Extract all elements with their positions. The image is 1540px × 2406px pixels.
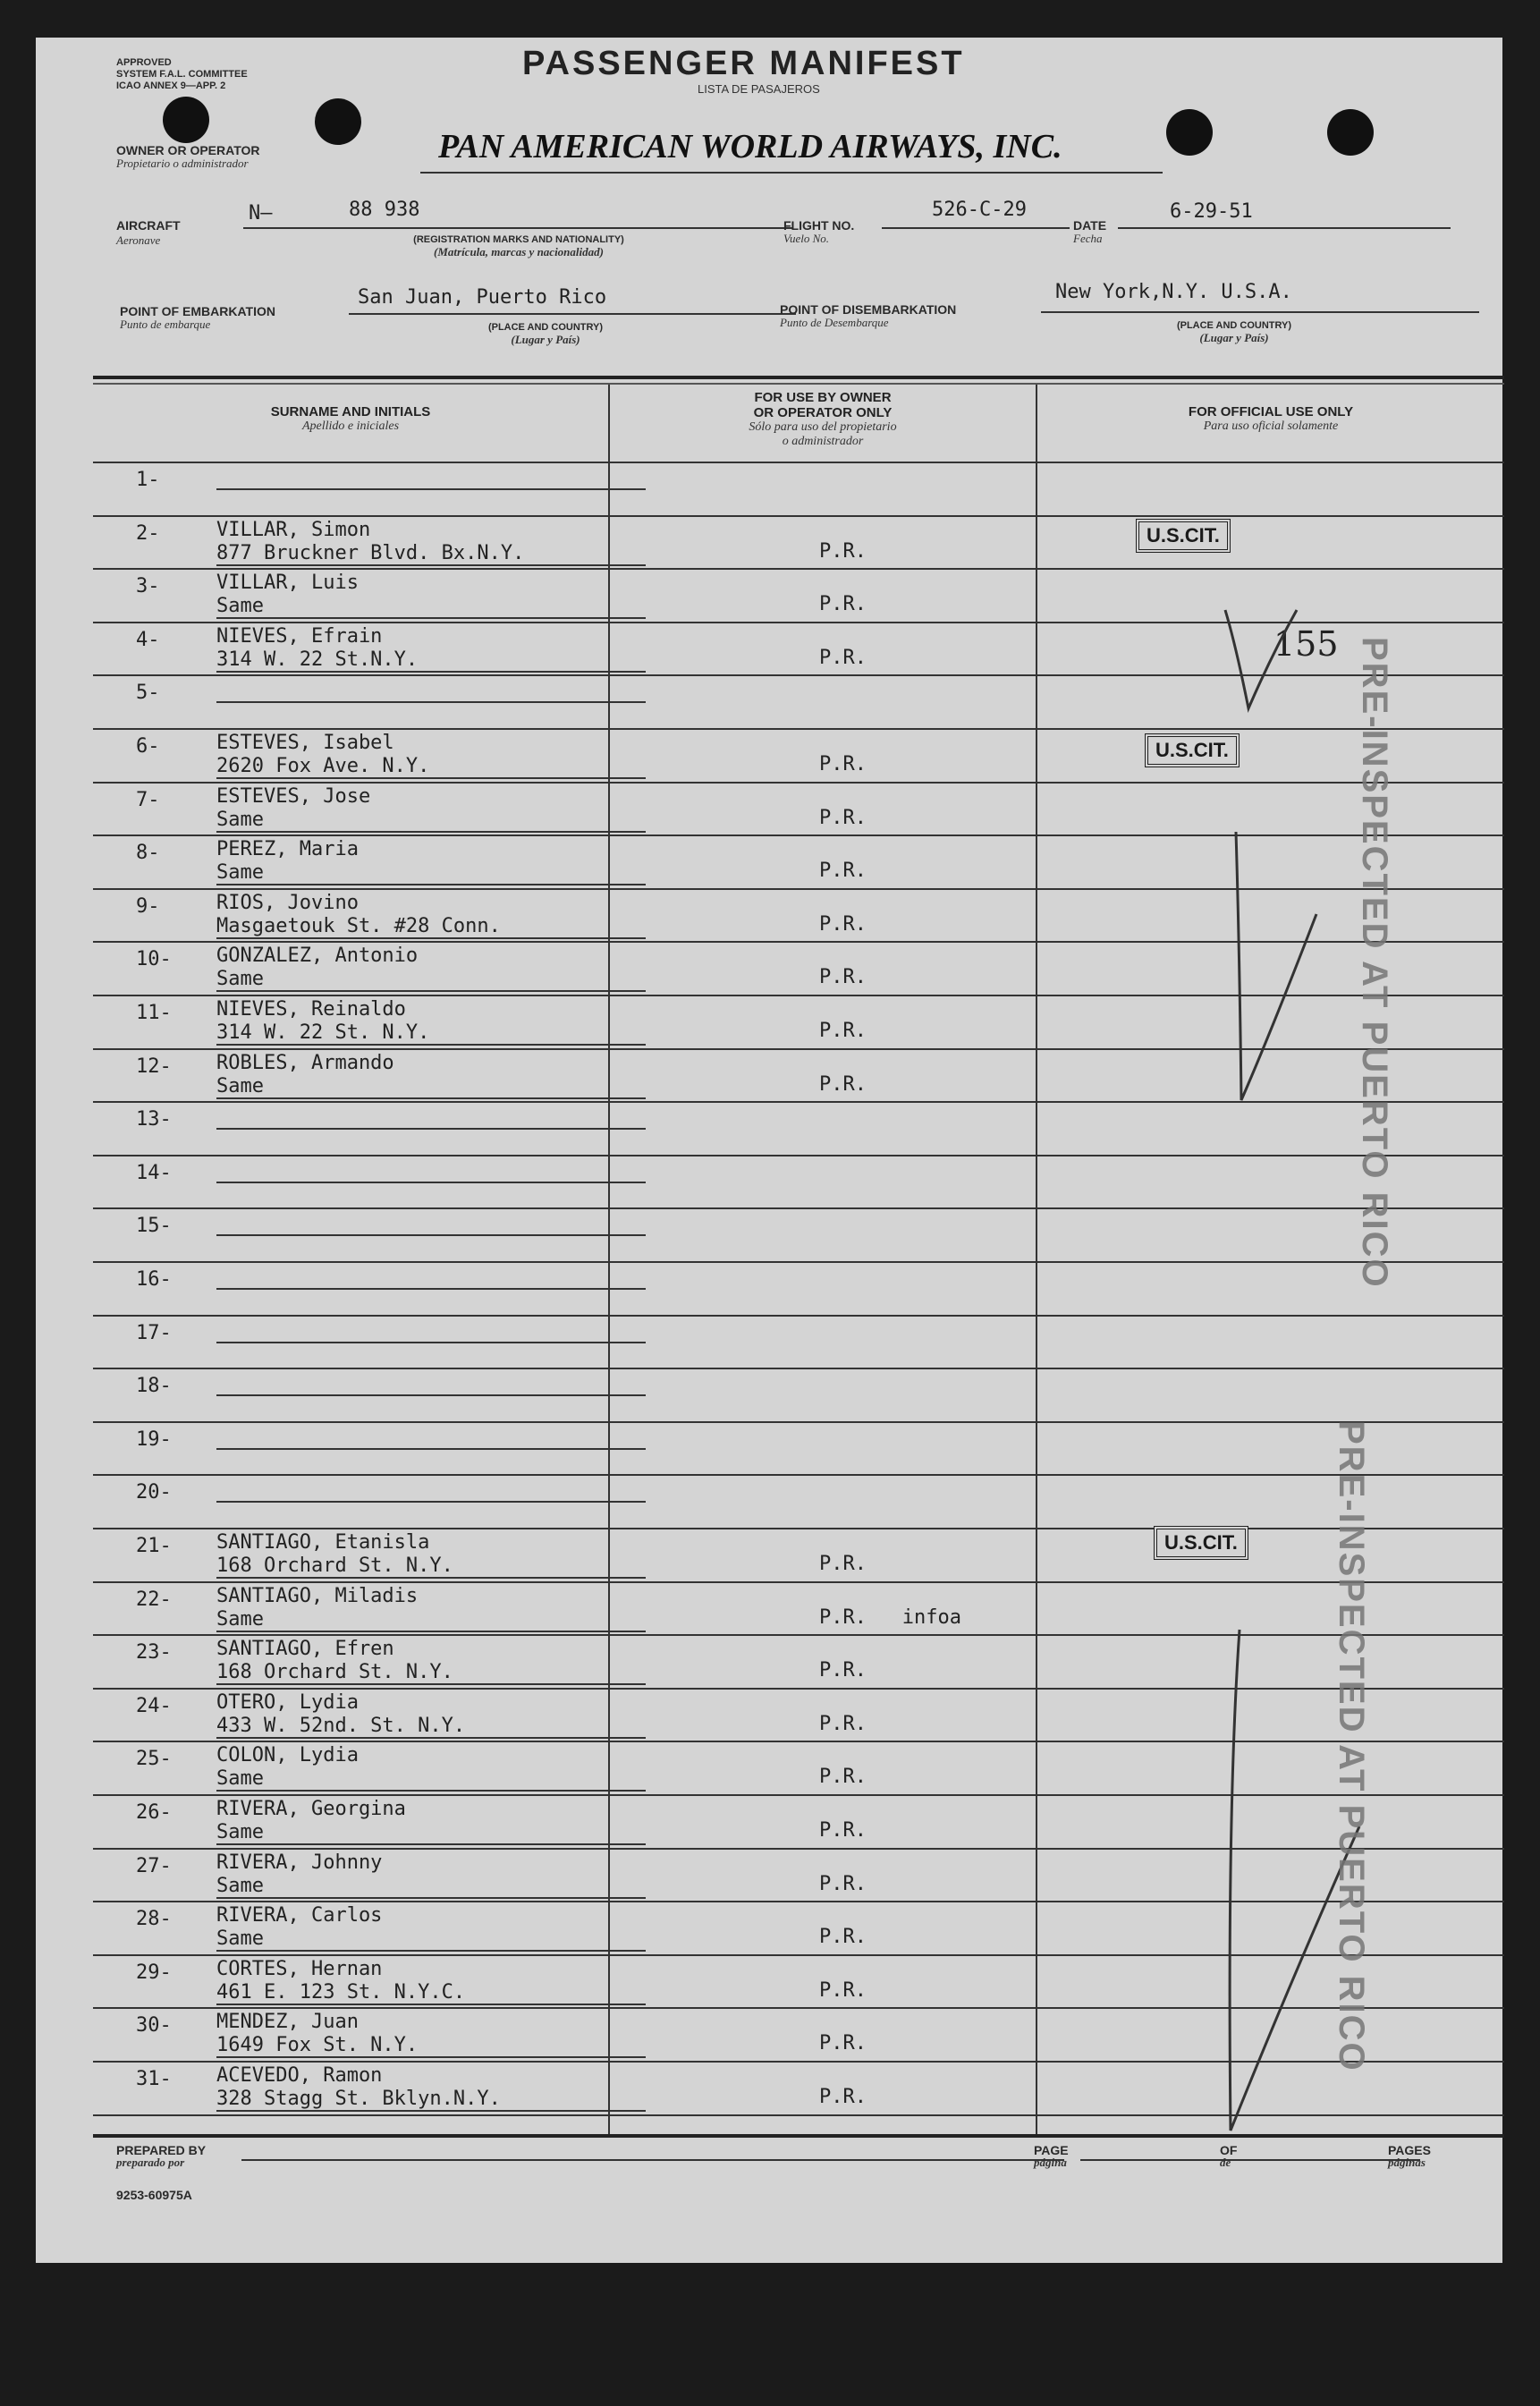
col-title: FOR OFFICIAL USE ONLY [1188, 404, 1354, 419]
passenger-address [216, 488, 646, 490]
pre-inspected-stamp: PRE-INSPECTED AT PUERTO RICO [1332, 1420, 1371, 2072]
row-number: 6- [136, 735, 160, 758]
prepared-by-label [116, 2145, 206, 2169]
passenger-address: 168 Orchard St. N.Y. [216, 1555, 646, 1579]
row-number: 16- [136, 1268, 172, 1291]
manifest-sheet [36, 38, 1502, 2263]
aircraft-label-es: Aeronave [116, 233, 161, 247]
flight-value: 526-C-29 [932, 199, 1027, 221]
registration-note [340, 234, 698, 258]
date-label: DATE [1073, 218, 1107, 233]
flight-label-es: Vuelo No. [783, 232, 830, 245]
passenger-name: COLON, Lydia [216, 1744, 359, 1767]
check-mark [1225, 610, 1297, 708]
page-label [1034, 2145, 1069, 2169]
row-number: 23- [136, 1641, 172, 1665]
row-number: 9- [136, 894, 160, 918]
airline-name: PAN AMERICAN WORLD AIRWAYS, INC. [438, 128, 1062, 165]
of-text-es: de [1220, 2156, 1231, 2169]
operator-note: P.R. [819, 1872, 867, 1895]
col-title-es: Sólo para uso del propietario [749, 420, 897, 434]
pages-text: PAGES [1388, 2143, 1431, 2157]
operator-note: P.R. [819, 1926, 867, 1949]
owner-label-es: Propietario o administrador [116, 157, 249, 170]
passenger-name: NIEVES, Efrain [216, 624, 383, 648]
passenger-address: 877 Bruckner Blvd. Bx.N.Y. [216, 542, 646, 566]
date-label-es: Fecha [1073, 232, 1103, 245]
operator-note: P.R. [819, 1766, 867, 1789]
owner-label: OWNER OR OPERATOR [116, 143, 260, 157]
col-title: FOR USE BY OWNER [754, 390, 892, 405]
prepared-by-es: preparado por [116, 2156, 185, 2169]
embark-value: San Juan, Puerto Rico [358, 286, 607, 309]
row-number: 24- [136, 1694, 172, 1717]
footer-rule [93, 2134, 1504, 2138]
disembark-underline [1041, 311, 1479, 313]
row-number: 21- [136, 1535, 172, 1557]
approved-line: ICAO ANNEX 9—APP. 2 [116, 80, 226, 91]
punch-hole [163, 97, 209, 143]
row-number: 10- [136, 948, 172, 971]
row-number: 25- [136, 1748, 172, 1771]
aircraft-prefix: N— [249, 202, 273, 225]
passenger-address: 433 W. 52nd. St. N.Y. [216, 1715, 646, 1739]
passenger-address: 314 W. 22 St.N.Y. [216, 648, 646, 673]
passenger-name: RIVERA, Johnny [216, 1851, 383, 1874]
operator-note: P.R. [819, 2032, 867, 2055]
row-number: 19- [136, 1428, 172, 1451]
passenger-address [216, 1501, 646, 1503]
operator-note: P.R. infoa [819, 1605, 961, 1629]
operator-note: P.R. [819, 753, 867, 775]
column-header-surname [93, 404, 608, 434]
check-mark [1236, 832, 1316, 1100]
passenger-address [216, 1448, 646, 1450]
passenger-name: RIVERA, Georgina [216, 1798, 406, 1820]
place-note: (PLACE AND COUNTRY) [487, 322, 604, 333]
us-citizen-stamp: U.S.CIT. [1145, 733, 1240, 767]
passenger-name: ROBLES, Armando [216, 1051, 394, 1074]
page-text: PAGE [1034, 2143, 1069, 2157]
row-number: 20- [136, 1481, 172, 1504]
row-number: 18- [136, 1375, 172, 1398]
row-number: 5- [136, 682, 160, 705]
row-number: 13- [136, 1108, 172, 1131]
embark-underline [349, 313, 796, 315]
prepared-by: PREPARED BY [116, 2143, 207, 2157]
passenger-address: Same [216, 1875, 646, 1899]
passenger-name: OTERO, Lydia [216, 1690, 359, 1714]
passenger-address: 461 E. 123 St. N.Y.C. [216, 1981, 646, 2005]
aircraft-label: AIRCRAFT [116, 218, 181, 233]
col-title-es: Para uso oficial solamente [1203, 419, 1339, 433]
date-underline [1118, 227, 1451, 229]
col-title-es: o administrador [782, 435, 864, 448]
owner-underline [420, 172, 1163, 174]
page-subtitle: LISTA DE PASAJEROS [698, 82, 820, 96]
passenger-name: RIVERA, Carlos [216, 1904, 383, 1927]
row-number: 31- [136, 2068, 172, 2090]
disembark-place-note [1145, 320, 1324, 344]
row-number: 7- [136, 788, 160, 811]
passenger-address: Same [216, 1927, 646, 1952]
passenger-address: Same [216, 861, 646, 885]
table-row [93, 463, 1504, 515]
operator-note: P.R. [819, 539, 867, 563]
us-citizen-stamp: U.S.CIT. [1154, 1526, 1248, 1560]
operator-note: P.R. [819, 1978, 867, 2002]
operator-note: P.R. [819, 1659, 867, 1682]
row-number: 12- [136, 1055, 172, 1078]
passenger-name: CORTES, Hernan [216, 1957, 383, 1980]
passenger-name: VILLAR, Luis [216, 572, 359, 595]
passenger-address: 314 W. 22 St. N.Y. [216, 1021, 646, 1046]
of-text: OF [1220, 2143, 1238, 2157]
passenger-address: Same [216, 1075, 646, 1099]
operator-note: P.R. [819, 593, 867, 616]
flight-underline [882, 227, 1070, 229]
operator-note: P.R. [819, 806, 867, 829]
row-number: 17- [136, 1321, 172, 1344]
row-number: 2- [136, 521, 160, 545]
place-note-es: (Lugar y País) [511, 333, 580, 346]
approved-line: APPROVED [116, 57, 172, 68]
page-title: PASSENGER MANIFEST [522, 45, 965, 82]
passenger-address [216, 701, 646, 703]
flight-label: FLIGHT NO. [783, 218, 855, 233]
row-number: 1- [136, 469, 160, 491]
passenger-name: SANTIAGO, Miladis [216, 1584, 419, 1607]
place-note: (PLACE AND COUNTRY) [1176, 320, 1292, 331]
approved-block [116, 57, 248, 92]
operator-note: P.R. [819, 1553, 867, 1575]
passenger-address: Same [216, 1608, 646, 1632]
passenger-name: PEREZ, Maria [216, 838, 359, 861]
operator-note: P.R. [819, 1819, 867, 1842]
passenger-count: 155 [1273, 624, 1339, 664]
aircraft-value: 88 938 [349, 199, 420, 221]
passenger-name: SANTIAGO, Efren [216, 1638, 394, 1661]
passenger-address [216, 1288, 646, 1290]
table-top-rule [93, 376, 1504, 379]
row-number: 30- [136, 2014, 172, 2037]
col-title-es: Apellido e iniciales [301, 419, 400, 433]
column-header-official [1037, 404, 1504, 434]
passenger-address [216, 1234, 646, 1236]
passenger-address: 1649 Fox St. N.Y. [216, 2034, 646, 2058]
row-number: 11- [136, 1002, 172, 1024]
passenger-address: 328 Stagg St. Bklyn.N.Y. [216, 2088, 646, 2112]
operator-note: P.R. [819, 1712, 867, 1735]
col-title: SURNAME AND INITIALS [270, 404, 431, 419]
row-number: 27- [136, 1854, 172, 1877]
disembark-label-es: Punto de Desembarque [780, 316, 889, 329]
disembark-label: POINT OF DISEMBARKATION [780, 302, 957, 317]
operator-note: P.R. [819, 1072, 867, 1096]
registration-note-text: (REGISTRATION MARKS AND NATIONALITY) [413, 234, 624, 245]
table-row [93, 517, 1504, 569]
passenger-address [216, 1128, 646, 1130]
punch-hole [315, 98, 361, 145]
passenger-name: ESTEVES, Jose [216, 784, 371, 808]
date-value: 6-29-51 [1170, 200, 1253, 223]
form-number: 9253-60975A [116, 2188, 192, 2202]
embark-label: POINT OF EMBARKATION [120, 304, 275, 318]
passenger-address: 2620 Fox Ave. N.Y. [216, 755, 646, 779]
passenger-name: RIOS, Jovino [216, 891, 359, 914]
row-number: 26- [136, 1801, 172, 1824]
passenger-address: Masgaetouk St. #28 Conn. [216, 915, 646, 939]
pages-text-es: páginas [1388, 2156, 1426, 2169]
row-number: 3- [136, 575, 160, 598]
place-note-es: (Lugar y País) [1199, 331, 1269, 344]
row-number: 28- [136, 1908, 172, 1931]
passenger-name: ESTEVES, Isabel [216, 732, 394, 754]
operator-note: P.R. [819, 860, 867, 883]
row-number: 14- [136, 1161, 172, 1184]
punch-hole [1327, 109, 1374, 156]
passenger-address: Same [216, 1767, 646, 1792]
passenger-name: VILLAR, Simon [216, 518, 371, 541]
aircraft-underline [243, 227, 792, 229]
passenger-address [216, 1182, 646, 1183]
operator-note: P.R. [819, 2086, 867, 2108]
of-label [1220, 2145, 1237, 2169]
passenger-address [216, 1342, 646, 1343]
pages-label [1388, 2145, 1431, 2169]
passenger-address [216, 1394, 646, 1396]
passenger-address: Same [216, 595, 646, 619]
passenger-name: GONZALEZ, Antonio [216, 945, 419, 968]
operator-note: P.R. [819, 1020, 867, 1042]
column-header-operator [610, 390, 1036, 449]
row-number: 8- [136, 842, 160, 865]
disembark-value: New York,N.Y. U.S.A. [1055, 281, 1292, 303]
passenger-name: SANTIAGO, Etanisla [216, 1531, 430, 1554]
row-number: 15- [136, 1215, 172, 1238]
passenger-address: Same [216, 968, 646, 992]
page-text-es: página [1034, 2156, 1067, 2169]
passenger-name: ACEVEDO, Ramon [216, 2064, 383, 2087]
operator-note: P.R. [819, 912, 867, 936]
passenger-name: MENDEZ, Juan [216, 2011, 359, 2034]
passenger-name: NIEVES, Reinaldo [216, 998, 406, 1021]
pre-inspected-stamp: PRE-INSPECTED AT PUERTO RICO [1355, 637, 1394, 1289]
embark-place-note [456, 322, 635, 346]
prepared-by-line [241, 2159, 1064, 2161]
passenger-address: 168 Orchard St. N.Y. [216, 1661, 646, 1685]
us-citizen-stamp: U.S.CIT. [1136, 519, 1231, 553]
row-number: 29- [136, 1961, 172, 1984]
approved-line: SYSTEM F.A.L. COMMITTEE [116, 69, 248, 80]
row-number: 4- [136, 628, 160, 651]
embark-label-es: Punto de embarque [120, 318, 211, 331]
table-top-rule-2 [93, 383, 1504, 385]
registration-note-es: (Matrícula, marcas y nacionalidad) [434, 245, 604, 258]
operator-note: P.R. [819, 966, 867, 989]
passenger-address: Same [216, 809, 646, 833]
passenger-address: Same [216, 1821, 646, 1845]
operator-note: P.R. [819, 646, 867, 669]
punch-hole [1166, 109, 1213, 156]
row-number: 22- [136, 1588, 172, 1611]
col-title: OR OPERATOR ONLY [753, 405, 893, 420]
